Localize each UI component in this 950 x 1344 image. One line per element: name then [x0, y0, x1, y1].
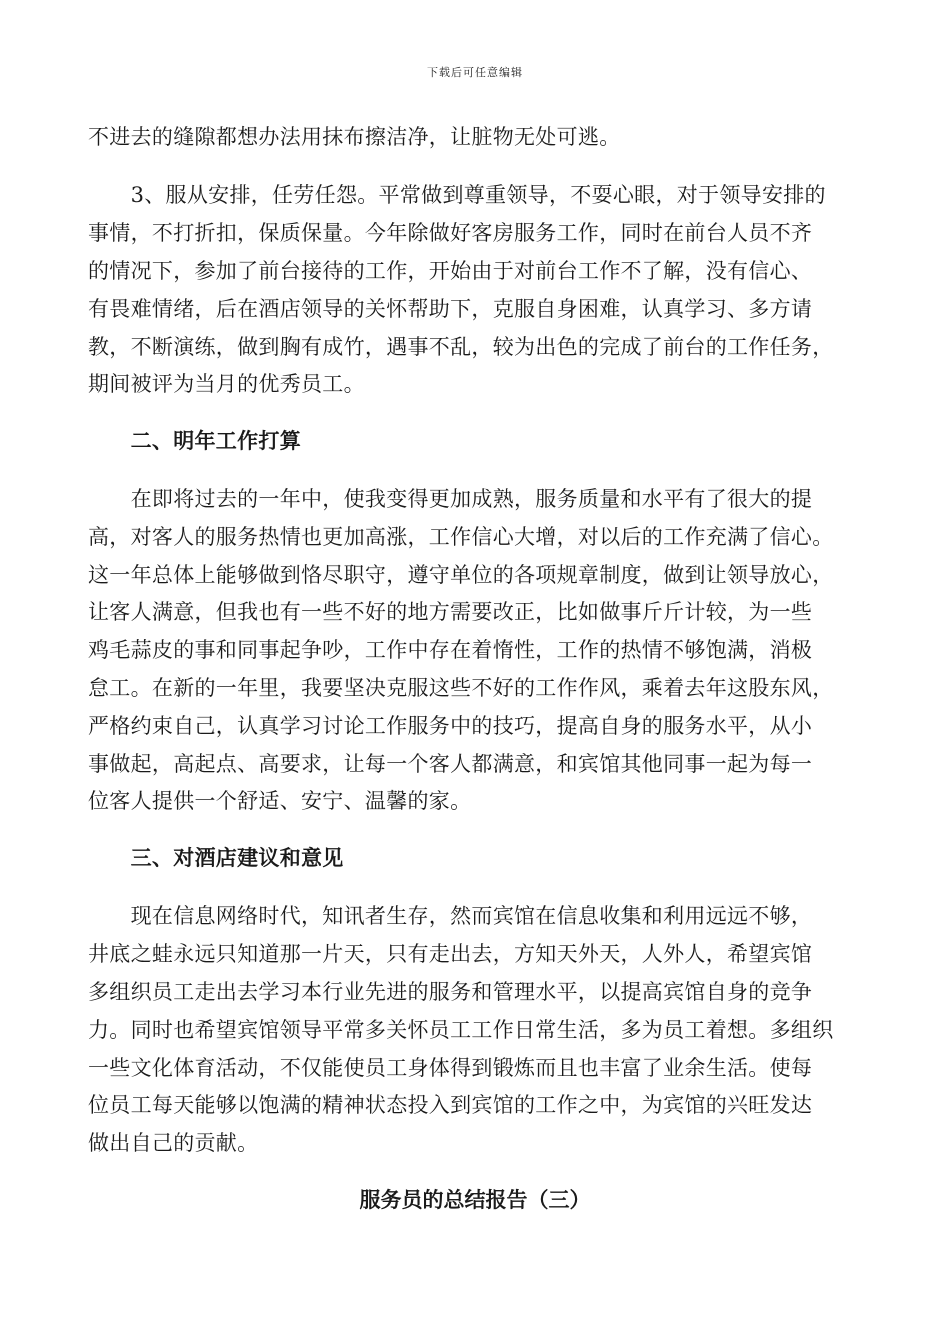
paragraph-line: 鸡毛蒜皮的事和同事起争吵，工作中存在着惰性，工作的热情不够饱满，消极 — [88, 638, 813, 662]
paragraph-line: 位员工每天能够以饱满的精神状态投入到宾馆的工作之中，为宾馆的兴旺发达 — [88, 1093, 813, 1117]
paragraph-line: 井底之蛙永远只知道那一片天，只有走出去，方知天外天，人外人，希望宾馆 — [88, 942, 813, 966]
page-header: 下载后可任意编辑 — [427, 66, 523, 79]
paragraph-line: 事情，不打折扣，保质保量。今年除做好客房服务工作，同时在前台人员不齐 — [88, 221, 813, 245]
section-heading: 二、明年工作打算 — [88, 428, 301, 453]
paragraph-line: 力。同时也希望宾馆领导平常多关怀员工工作日常生活，多为员工着想。多组织 — [88, 1018, 834, 1042]
paragraph-line: 事做起，高起点、高要求，让每一个客人都满意，和宾馆其他同事一起为每一 — [88, 752, 813, 776]
paragraph-line: 做出自己的贡献。 — [88, 1131, 259, 1155]
paragraph-line: 这一年总体上能够做到恪尽职守，遵守单位的各项规章制度，做到让领导放心， — [88, 563, 834, 587]
paragraph-line: 多组织员工走出去学习本行业先进的服务和管理水平，以提高宾馆自身的竞争 — [88, 980, 813, 1004]
section-heading: 三、对酒店建议和意见 — [88, 845, 344, 870]
paragraph-line: 高，对客人的服务热情也更加高涨，工作信心大增，对以后的工作充满了信心。 — [88, 525, 834, 549]
paragraph-line: 怠工。在新的一年里，我要坚决克服这些不好的工作作风，乘着去年这股东风， — [88, 676, 834, 700]
paragraph-line: 严格约束自己，认真学习讨论工作服务中的技巧，提高自身的服务水平，从小 — [88, 714, 813, 738]
paragraph-line: 一些文化体育活动，不仅能使员工身体得到锻炼而且也丰富了业余生活。使每 — [88, 1056, 813, 1080]
paragraph-line: 位客人提供一个舒适、安宁、温馨的家。 — [88, 789, 472, 813]
paragraph-line: 3、服从安排，任劳任怨。平常做到尊重领导，不耍心眼，对于领导安排的 — [88, 183, 826, 207]
paragraph-line: 的情况下，参加了前台接待的工作，开始由于对前台工作不了解，没有信心、 — [88, 259, 813, 283]
paragraph-line: 在即将过去的一年中，使我变得更加成熟，服务质量和水平有了很大的提 — [88, 487, 813, 511]
paragraph-line: 期间被评为当月的优秀员工。 — [88, 372, 365, 396]
report-title: 服务员的总结报告（三） — [359, 1187, 591, 1212]
paragraph-line: 让客人满意，但我也有一些不好的地方需要改正，比如做事斤斤计较，为一些 — [88, 600, 813, 624]
paragraph-line: 现在信息网络时代，知讯者生存，然而宾馆在信息收集和利用远远不够， — [88, 904, 813, 928]
paragraph-line: 不进去的缝隙都想办法用抹布擦洁净，让脏物无处可逃。 — [88, 125, 621, 149]
paragraph-line: 教，不断演练，做到胸有成竹，遇事不乱，较为出色的完成了前台的工作任务， — [88, 335, 834, 359]
paragraph-line: 有畏难情绪，后在酒店领导的关怀帮助下，克服自身困难，认真学习、多方请 — [88, 297, 813, 321]
